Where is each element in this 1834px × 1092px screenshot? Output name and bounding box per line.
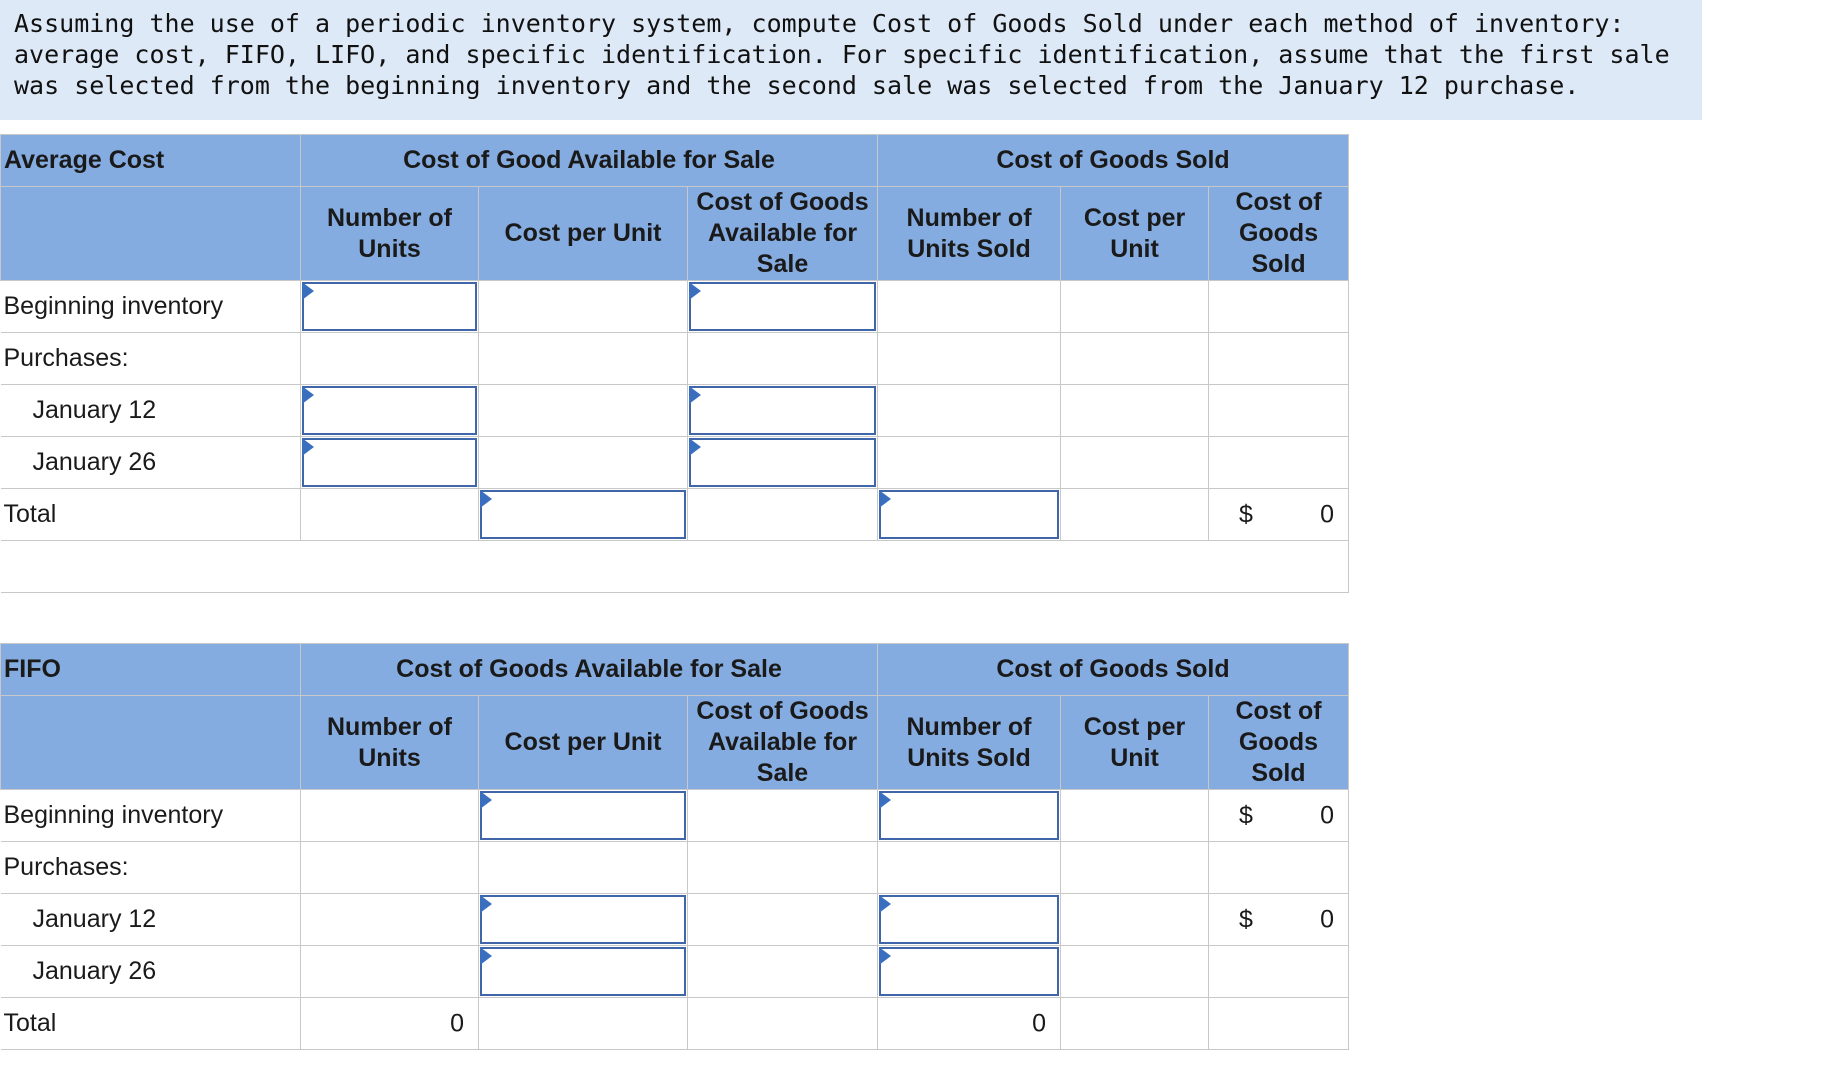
empty-cell: [878, 281, 1061, 333]
table-row: [1, 281, 1349, 333]
avg-beginning-units-input[interactable]: [302, 282, 477, 331]
table-row: [1, 998, 1349, 1050]
fifo-beginning-cogs-dollar: $: [1239, 801, 1253, 829]
fifo-col-cogas: Cost of Goods Available for Sale: [688, 696, 878, 790]
fifo-col-units: Number of Units: [301, 696, 479, 790]
avg-title: Average Cost: [1, 135, 301, 187]
fifo-table: [0, 643, 1349, 1050]
fifo-jan26-cost-per-unit-input[interactable]: [480, 947, 686, 996]
avg-jan12-cogas-input[interactable]: [689, 386, 876, 435]
average-cost-table: [0, 134, 1349, 593]
row-label-purchases: Purchases:: [1, 842, 301, 894]
row-label-beginning: Beginning inventory: [1, 790, 301, 842]
row-label-jan12: January 12: [1, 385, 301, 437]
avg-total-units-sold-input[interactable]: [879, 490, 1059, 539]
table-row: [1, 437, 1349, 489]
empty-cell: [1061, 281, 1209, 333]
avg-empty-header: [1, 187, 301, 281]
table-row: [1, 790, 1349, 842]
row-label-total: Total: [1, 998, 301, 1050]
fifo-col-units-sold: Number of Units Sold: [878, 696, 1061, 790]
avg-sold-header: Cost of Goods Sold: [878, 135, 1349, 187]
fifo-jan12-cost-per-unit-input[interactable]: [480, 895, 686, 944]
avg-col-cogas: Cost of Goods Available for Sale: [688, 187, 878, 281]
fifo-beginning-cost-per-unit-input[interactable]: [480, 791, 686, 840]
fifo-jan12-cogs-value: 0: [1320, 905, 1334, 933]
table-row: [1, 842, 1349, 894]
avg-available-header: Cost of Good Available for Sale: [301, 135, 878, 187]
row-label-beginning: Beginning inventory: [1, 281, 301, 333]
fifo-beginning-units-sold-input[interactable]: [879, 791, 1059, 840]
empty-cell: [479, 281, 688, 333]
instructions-text: Assuming the use of a periodic inventory system, compute Cost of Goods Sold under each method of inventory: average cost, FIFO, LIFO, and specific identification. For specific identification, assume that the first sale was selected from the beginning inventory and the second sale was selected from the January 12 purchase.: [0, 0, 1702, 120]
fifo-col-cogs: Cost of Goods Sold: [1209, 696, 1349, 790]
row-label-jan26: January 26: [1, 437, 301, 489]
avg-total-cost-per-unit-input[interactable]: [480, 490, 686, 539]
avg-jan12-units-input[interactable]: [302, 386, 477, 435]
row-label-jan26: January 26: [1, 946, 301, 998]
table-row: [1, 489, 1349, 541]
table-row: [1, 385, 1349, 437]
fifo-total-units-sold-value: 0: [1032, 1009, 1046, 1037]
fifo-jan26-units-sold-input[interactable]: [879, 947, 1059, 996]
table-row: [1, 946, 1349, 998]
avg-total-cogs-value: 0: [1320, 500, 1335, 528]
row-label-purchases: Purchases:: [1, 333, 301, 385]
avg-jan26-units-input[interactable]: [302, 438, 477, 487]
table-row: [1, 894, 1349, 946]
row-label-jan12: January 12: [1, 894, 301, 946]
fifo-empty-header: [1, 696, 301, 790]
avg-col-cogs: Cost of Goods Sold: [1209, 187, 1349, 281]
avg-col-units-sold: Number of Units Sold: [878, 187, 1061, 281]
fifo-col-sold-cost-per-unit: Cost per Unit: [1061, 696, 1209, 790]
avg-col-cost-per-unit: Cost per Unit: [479, 187, 688, 281]
fifo-sold-header: Cost of Goods Sold: [878, 644, 1349, 696]
row-label-total: Total: [1, 489, 301, 541]
table-spacer: [1, 541, 1349, 593]
avg-jan26-cogas-input[interactable]: [689, 438, 876, 487]
fifo-beginning-cogs-value: 0: [1320, 801, 1334, 829]
avg-col-units: Number of Units: [301, 187, 479, 281]
table-row: [1, 333, 1349, 385]
avg-total-cogs-dollar: $: [1239, 500, 1253, 528]
avg-col-sold-cost-per-unit: Cost per Unit: [1061, 187, 1209, 281]
fifo-title: FIFO: [1, 644, 301, 696]
fifo-available-header: Cost of Goods Available for Sale: [301, 644, 878, 696]
avg-beginning-cogas-input[interactable]: [689, 282, 876, 331]
fifo-col-cost-per-unit: Cost per Unit: [479, 696, 688, 790]
fifo-jan12-units-sold-input[interactable]: [879, 895, 1059, 944]
fifo-total-units-value: 0: [450, 1009, 464, 1037]
fifo-jan12-cogs-dollar: $: [1239, 905, 1253, 933]
empty-cell: [1209, 281, 1349, 333]
